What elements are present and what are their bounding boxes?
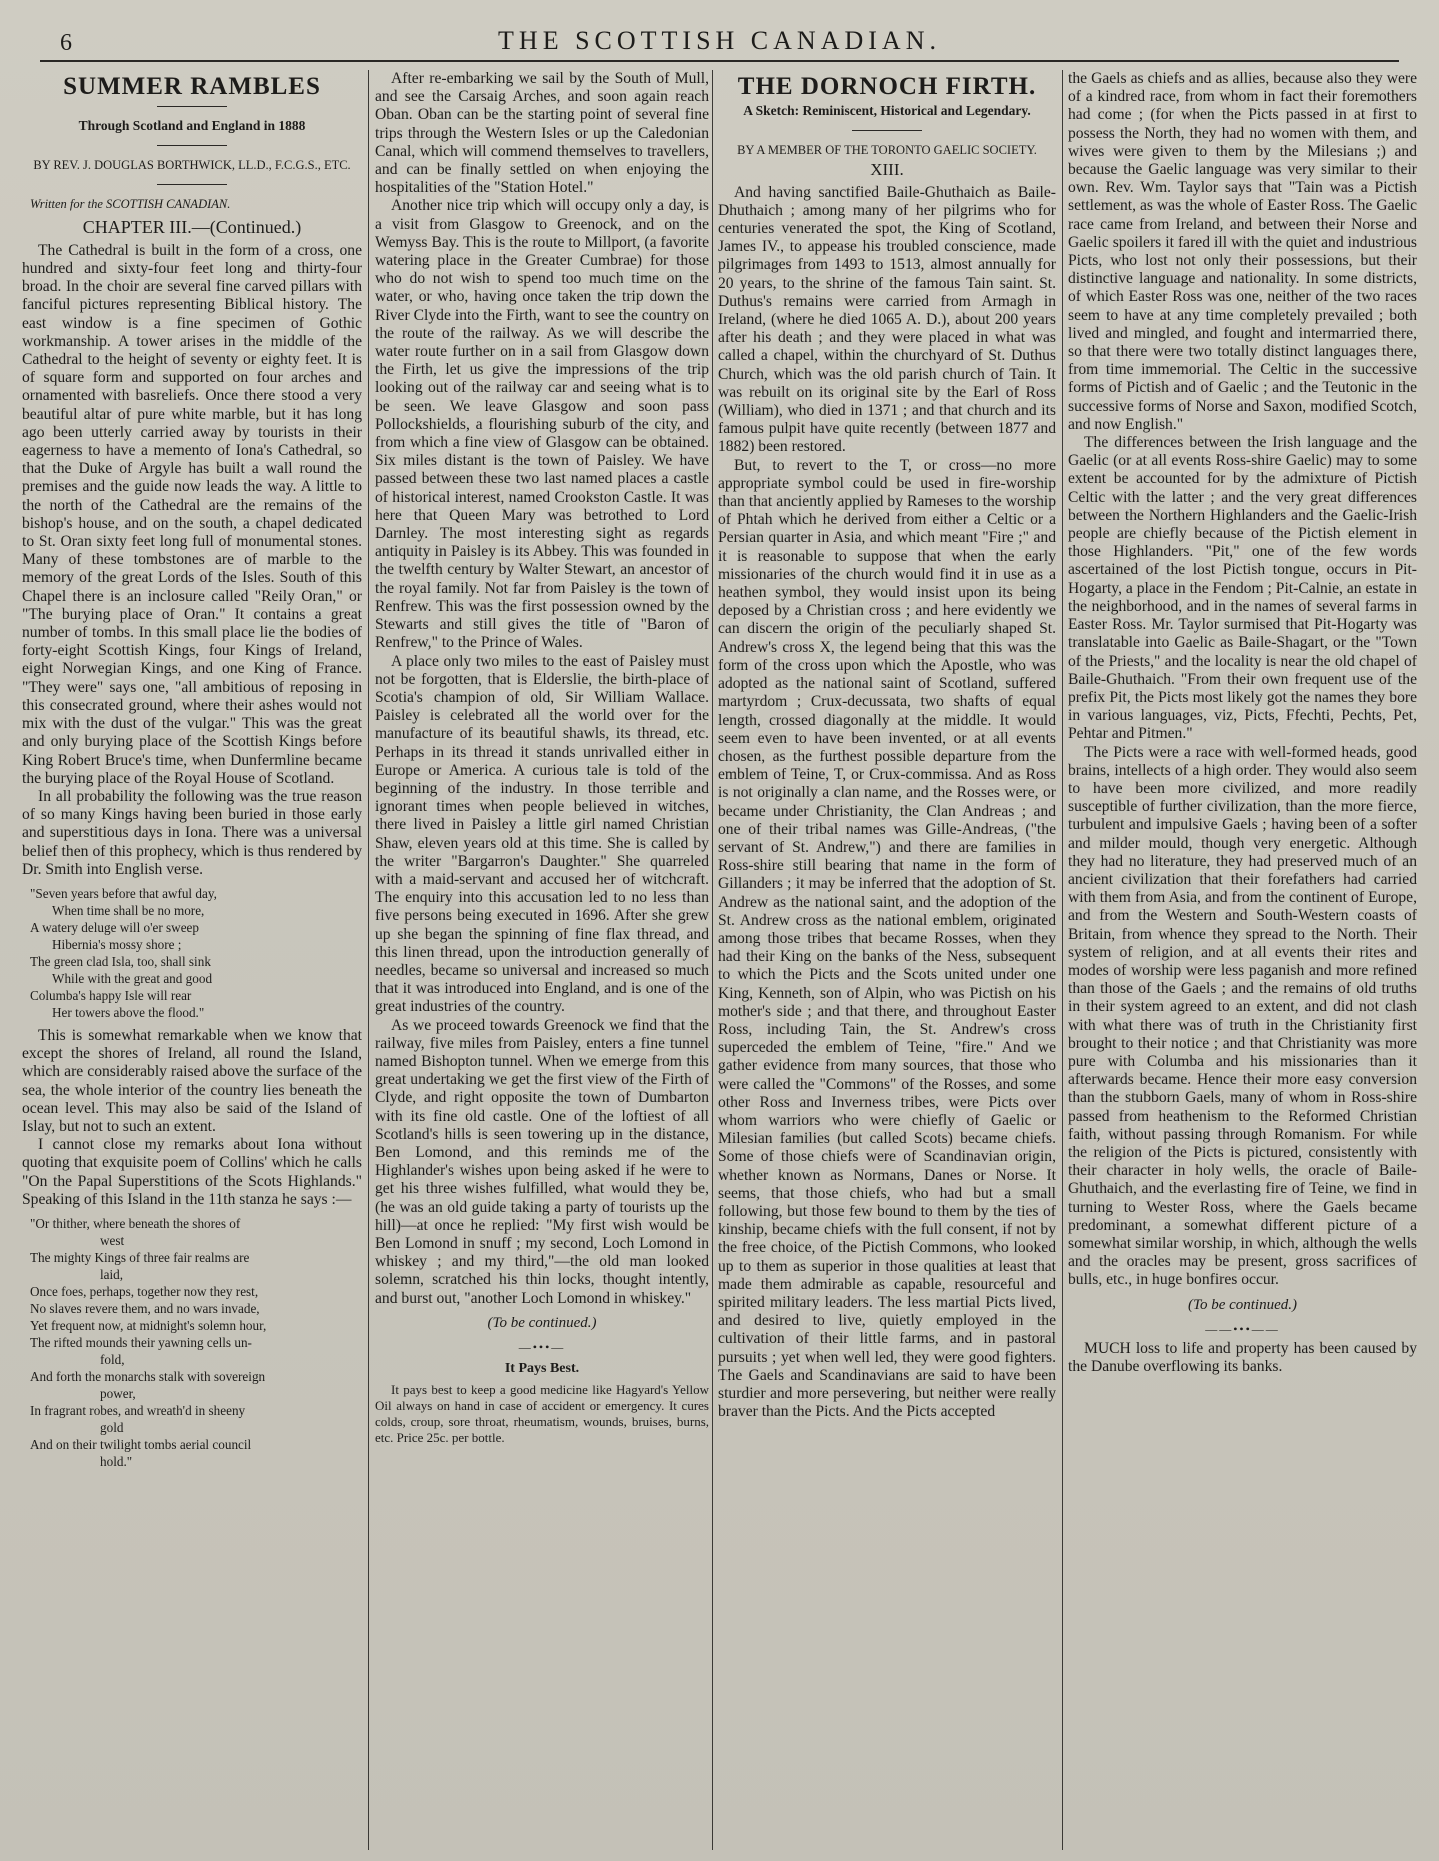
poem-line: And on their twilight tombs aerial council xyxy=(30,1436,252,1452)
poem-line: The mighty Kings of three fair realms are xyxy=(30,1249,250,1265)
ad-headline: It Pays Best. xyxy=(504,1361,580,1377)
column-2 xyxy=(375,70,709,1850)
article-subhead: A Sketch: Reminiscent, Historical and Legendary. xyxy=(743,103,1031,119)
poem-line: Her towers above the flood." xyxy=(52,1004,205,1020)
paragraph: I cannot close my remarks about Iona without quoting that exquisite poem of Collins' which he calls "On the Papal Superstitions of the Scots Highlands." Speaking of this Island in the 11th stanza he says :— xyxy=(22,1136,362,1208)
article-subhead: Through Scotland and England in 1888 xyxy=(78,118,306,134)
poem-line: power, xyxy=(100,1385,136,1401)
article-byline: BY A MEMBER OF THE TORONTO GAELIC SOCIETY. xyxy=(737,143,1037,158)
column-3 xyxy=(718,70,1056,1850)
ornament-icon: ——•••—— xyxy=(1205,1321,1280,1336)
poem-line: laid, xyxy=(100,1266,124,1282)
article-credit: Written for the SCOTTISH CANADIAN. xyxy=(30,197,231,212)
paragraph: Another nice trip which will occupy only a day, is a visit from Glasgow to Greenock, and on the Wemyss Bay. This is the route to Millport, (a favorite watering place in the Greater Cumbrae) for those who do not wish to spend too much time on the water, or who, having once taken the trip down the River Clyde into the Firth, want to see the country on the route of the railway. As we will describe the water route further on in a sail from Glasgow down the Firth, let us give the impressions of the trip looking out of the railway car and seeing what is to be seen. We leave Glasgow and soon pass Pollockshields, a flourishing suburb of the city, and from which a fine view of Glasgow can be obtained. Six miles distant is the town of Paisley. We have passed between these two last named places a castle of historical interest, named Crookston Castle. It was here that Queen Mary was betrothed to Lord Darnley. The most interesting sight as regards antiquity in Paisley is its Abbey. This was founded in the twelfth century by Walter Stewart, an ancestor of the royal family. Not far from Paisley is the town of Renfrew. This was the first possession owned by the Stewarts and still gives the title of "Baron of Renfrew," to the Prince of Wales. xyxy=(375,197,709,652)
page-number: 6 xyxy=(60,30,72,56)
masthead xyxy=(40,20,1399,62)
paragraph: And having sanctified Baile-Ghuthaich as Baile-Dhuthaich ; among many of her pilgrims who for centuries venerated the spot, the King of Scotland, James IV., to appease his troubled conscience, made pilgrimages from 1493 to 1513, almost annually for 20 years, to the shrine of the famous Tain saint. St. Duthus's remains were carried from Armagh in Ireland, (where he died 1065 A. D.), about 200 years after his death ; and they were placed in what was called a chapel, within the churchyard of St. Duthus Church, which was the old parish church of Tain. It was rebuilt on its original site by the Earl of Ross (William), who died in 1371 ; and that church and its famous pulpit have quite recently (between 1877 and 1882) been restored. xyxy=(718,183,1056,456)
ornament-icon: —•••— xyxy=(518,1340,566,1355)
poem-line: In fragrant robes, and wreath'd in sheeny xyxy=(30,1402,246,1418)
paragraph: As we proceed towards Greenock we find that the railway, five miles from Paisley, enters a fine tunnel named Bishopton tunnel. When we emerge from this great undertaking we get the first view of the Firth of Clyde, and right opposite the town of Dumbarton with its fine old castle. One of the loftiest of all Scotland's hills is seen towering up in the distance, Ben Lomond, and this reminds me of the Highlander's wishes upon being asked if he were to get his three wishes fulfilled, what would they be, (he was an old guide taking a party of tourists up the hill)—at once he replied: "My first wish would be Ben Lomond in snuff ; my second, Loch Lomond in whiskey ; and my third,"—the old man looked solemn, scratched his thin locks, thought intently, and burst out, "another Loch Lomond in whiskey." xyxy=(375,1016,709,1307)
poem-line: The green clad Isla, too, shall sink xyxy=(30,953,211,969)
divider xyxy=(157,106,227,107)
article-headline: THE DORNOCH FIRTH. xyxy=(737,73,1037,100)
column-rule xyxy=(712,70,713,1850)
poem-line: When time shall be no more, xyxy=(52,902,205,918)
news-note: MUCH loss to life and property has been caused by the Danube overflowing its banks. xyxy=(1068,1340,1417,1376)
paragraph: In all probability the following was the true reason of so many Kings having been buried in those early and superstitious days in Iona. There was a universal belief then of this prophecy, which is thus rendered by Dr. Smith into English verse. xyxy=(22,787,362,878)
poem-line: hold." xyxy=(100,1453,133,1469)
divider xyxy=(157,184,227,185)
poem-line: The rifted mounds their yawning cells un- xyxy=(30,1334,252,1350)
poem-line: "Or thither, where beneath the shores of xyxy=(30,1215,241,1231)
ad-text: It pays best to keep a good medicine like Hagyard's Yellow Oil always on hand in case of accident or emergency. It cures colds, croup, sore throat, rheumatism, wounds, bruises, burns, etc. Price 25c. per bottle. xyxy=(375,1382,709,1446)
paragraph: the Gaels as chiefs and as allies, because also they were of a kindred race, from whom in fact their foremothers had come ; (for when the Picts passed in at first to possess the North, they had no women with them, and wives were given to them by the Milesians ;) and because the Gaelic language was very similar to their own. Rev. Wm. Taylor says that "Tain was a Pictish settlement, as was the whole of Easter Ross. The Gaelic race came from Ireland, and between their Norse and Gaelic spoilers it fared ill with the quiet and industrious Picts, who lost not only their possessions, but their distinctive language and nationality. In some districts, of which Easter Ross was one, neither of the two races seem to have at any time completely prevailed ; both lived and mingled, and fought and intermarried there, so that there were two totally distinct languages there, from time immemorial. The Celtic in the successive forms of Pictish and of Gaelic ; and the Teutonic in the successive forms of Norse and Saxon, modified Scotch, and now English." xyxy=(1068,70,1417,433)
ad-block xyxy=(375,1382,709,1446)
poem-line: No slaves revere them, and no wars invade, xyxy=(30,1300,260,1316)
to-be-continued: (To be continued.) xyxy=(487,1314,597,1331)
poem-line: fold, xyxy=(100,1351,125,1367)
poem-block xyxy=(30,885,362,1021)
article-headline: SUMMER RAMBLES xyxy=(63,73,321,100)
paragraph: The Picts were a race with well-formed heads, good brains, intellects of a high order. They would also seem to have been more civilized, and more readily susceptible of further civilization, than the more fierce, turbulent and impulsive Gaels ; having been of a softer and milder mould, though very energetic. Although they had no literature, they had preserved much of an ancient civilization that their forefathers had carried with them from Asia, and from the continent of Europe, and from the Western and South-Western coasts of Britain, from whence they spread to the North. Their system of religion, and at all events their rites and modes of worship were less paganish and more refined than those of the Gaels ; and the remains of old truths in their system agreed to an extent, and did not clash with what there was of truth in the Christianity first brought to their notice ; and that Christianity was more pure with Columba and his missionaries than it afterwards became. Hence their more easy conversion than the stubborn Gaels, many of whom in Ross-shire passed from heathenism to the Reformed Christian faith, without passing through Romanism. For while the religion of the Picts is pictured, consistently with their character in holy wells, the oracle of Baile-Ghuthaich, and the everlasting fire of Teine, we find in turning to Wester Ross, where the Gaels became predominant, a somewhat different picture of a somewhat similar worship, in which, although the wells and the oracles may be present, gross sacrifices of bulls, etc., in huge bonfires occur. xyxy=(1068,743,1417,1289)
article-byline: BY REV. J. DOUGLAS BORTHWICK, LL.D., F.C.G.S., ETC. xyxy=(33,158,351,173)
poem-line: A watery deluge will o'er sweep xyxy=(30,919,199,935)
column-rule xyxy=(368,70,369,1850)
column-4 xyxy=(1068,70,1417,1850)
paragraph: The Cathedral is built in the form of a cross, one hundred and sixty-four feet long and thirty-four broad. In the choir are several fine carved pillars with fanciful pictures representing Biblical history. The east window is a fine specimen of Gothic workmanship. A tower arises in the middle of the Cathedral to the height of seventy or eighty feet. It is of square form and supported on four arches and ornamented with basreliefs. Once there stood a very beautiful altar of pure white marble, but it has long ago been utterly carried away by tourists in their eagerness to have a memento of Iona's Cathedral, so that the Duke of Argyle has built a wall round the premises and the guide now leads the way. A little to the north of the Cathedral are the remains of the bishop's house, and on the south, a chapel dedicated to St. Oran sixty feet long full of monumental stones. Many of these tombstones are of marble to the memory of the great Lords of the Isles. South of this Chapel there is an inclosure called "Reily Oran," or "The burying place of Oran." It contains a great number of tombs. In this small place lie the bodies of forty-eight Scottish Kings, four Kings of Ireland, eight Norwegian Kings, and one King of France. "They were" says one, "all ambitious of reposing in this consecrated ground, where their ashes would not mix with the dust of the vulgar." This was the great and only burying place of the Scottish Kings before King Robert Bruce's time, when Dunfermline became the burying place of the Royal House of Scotland. xyxy=(22,241,362,787)
paragraph: A place only two miles to the east of Paisley must not be forgotten, that is Elderslie, the birth-place of Scotia's champion of old, Sir William Wallace. Paisley is celebrated all the world over for the manufacture of its beautiful shawls, its thread, etc. Perhaps in its thread it stands unrivalled either in Europe or America. A curious tale is told of the beginning of the industry. In those terrible and ignorant times when people believed in witches, there lived in Paisley a little girl named Christian Shaw, eleven years old at this time. She is called by the writer "Bargarron's Daughter." She quarreled with a maid-servant and accused her of witchcraft. The enquiry into this accusation led to no less than five persons being executed in 1696. After she grew up she began the spinning of fine flax thread, and this linen thread, upon the introduction generally of needles, became so universal and increased so much that it was introduced into England, and is one of the great industries of the country. xyxy=(375,652,709,1016)
paper-title: THE SCOTTISH CANADIAN. xyxy=(498,26,941,55)
column-rule xyxy=(1062,70,1063,1850)
section-number: XIII. xyxy=(870,160,904,180)
paragraph: But, to revert to the T, or cross—no more appropriate symbol could be used in fire-worship than that anciently applied by Rameses to the worship of Phtah which he derived from either a Celtic or a Persian quarter in Asia, and which meant "Fire ;" and it is reasonable to suppose that when the early missionaries of the church would find it in use as a heathen symbol, they would insist upon its being deposed by a Christian cross ; and here evidently we can discern the origin of the peculiarly shaped St. Andrew's cross X, the legend being that this was the form of the cross upon which the Apostle, who was adopted as the national saint of Scotland, suffered martyrdom ; Crux-decussata, two shafts of equal length, crossed diagonally at the middle. It would seem even to have been invented, or at all events chosen, as the furthest possible departure from the emblem of Teine, T, or Crux-commissa. And as Ross is not originally a clan name, and the Rosses were, or became under Christianity, the Clan Andreas ; and one of their tribal names was Gille-Andreas, ("the servant of St. Andrew,") and there are families in Ross-shire still bearing that name in the form of Gillanders ; it may be inferred that the adoption of St. Andrew as the national saint, and the adoption of the St. Andrew cross as the national emblem, originated among those tribes that became Rosses, when they had their King on the banks of the Ness, subsequent to which the Picts and the Scots united under one King, Kenneth, son of Alpin, who was Pictish on his mother's side ; and that there, and throughout Easter Ross, including Tain, the St. Andrew's cross superceded the emblem of Teine, "fire." And we gather evidence from many sources, that those who were called the "Commons" of the Rosses, and some other Ross and Inverness tribes, were Picts over whom warriors who were chiefly of Gaelic or Milesian families (but called Scots) became chiefs. Some of those chiefs were of Scandinavian origin, whether known as Normans, Danes or Norse. It seems, that those chiefs, who had but a small following, but those few bound to them by the ties of kinship, became chiefs with the full consent, if not by the free choice, of the Pictish Commons, who looked up to them as superior in those qualities at least that made them admirable as capable, resourceful and spirited military leaders. The less martial Picts lived, and desired to live, quietly employed in the cultivation of their little farms, and in pastoral pursuits ; yet when well led, they were good fighters. The Gaels and Scandinavians are said to have been sturdier and more persevering, but neither were really braver than the Picts. And the Picts accepted xyxy=(718,456,1056,1421)
paragraph: This is somewhat remarkable when we know that except the shores of Ireland, all round the Island, which are considerably raised above the surface of the sea, the whole interior of the country lies beneath the ocean level. This may also be said of the Island of Islay, but not to such an extent. xyxy=(22,1026,362,1135)
paragraph: After re-embarking we sail by the South of Mull, and see the Carsaig Arches, and soon again reach Oban. Oban can be the starting point of several fine trips through the Western Isles or up the Caledonian Canal, which will commend themselves to travellers, and can be finally settled on when enjoying the hospitalities of the "Station Hotel." xyxy=(375,70,709,197)
poem-line: And forth the monarchs stalk with sovereign xyxy=(30,1368,266,1384)
poem-line: gold xyxy=(100,1419,124,1435)
poem-line: Yet frequent now, at midnight's solemn hour, xyxy=(30,1317,267,1333)
chapter-heading: CHAPTER III.—(Continued.) xyxy=(82,216,302,237)
to-be-continued: (To be continued.) xyxy=(1187,1296,1297,1313)
divider xyxy=(157,145,227,146)
column-1 xyxy=(22,70,362,1850)
poem-block xyxy=(30,1215,362,1470)
poem-line: While with the great and good xyxy=(52,970,213,986)
poem-line: Columba's happy Isle will rear xyxy=(30,987,192,1003)
divider xyxy=(852,130,922,131)
poem-line: Once foes, perhaps, together now they rest, xyxy=(30,1283,259,1299)
poem-line: "Seven years before that awful day, xyxy=(30,885,217,901)
paragraph: The differences between the Irish language and the Gaelic (or at all events Ross-shire Gaelic) may to some extent be accounted for by the admixture of Pictish Celtic with the latter ; and the very great differences between the Northern Highlanders and the Gaelic-Irish people are chiefly because of the Pictish element in those Highlanders. "Pit," one of the few words ascertained of the lost Pictish tongue, occurs in Pit-Hogarty, a place in the Fendom ; Pit-Calnie, an estate in the neighborhood, and in the names of several farms in Easter Ross. Mr. Taylor surmised that Pit-Hogarty was translatable into Gaelic as Baile-Shagart, or the "Town of the Priests," and the locality is near the old chapel of Baile-Ghuthaich. "From their own frequent use of the prefix Pit, the Picts most likely got the names they bore in various languages, viz, Picts, Ffechti, Pechts, Pet, Pehtar and Pitmen." xyxy=(1068,434,1417,743)
poem-line: Hibernia's mossy shore ; xyxy=(52,936,182,952)
poem-line: west xyxy=(100,1232,125,1248)
